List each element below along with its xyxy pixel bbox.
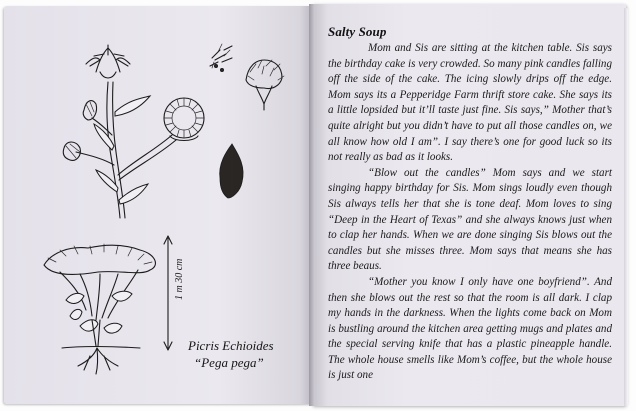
caption-scientific-name: Picris Echioides [188,338,274,353]
flowering-stem-drawing [63,45,204,218]
story-title: Salty Soup [328,24,387,39]
illustration-caption [188,337,298,371]
whole-plant-drawing [44,244,155,374]
seed-pod-drawing [220,144,243,198]
story-paragraph: “Mother you know I only have one boyfriend”. And then she blows out the rest so that the room is all dark. I clap my hands in the darkness. When the lights come back on Mom is bustling around the kitchen area getting mugs and plates and the special serving knife that has a plastic pineapple handle. The whole house smells like Mom’s coffee, but the whole house is just one [328,275,612,382]
story-paragraph: “Blow out the candles” Mom says and we start singing happy birthday for Sis. Mom sings loudly even though Sis always tells her that she is tone deaf. Mom loves to sing “Deep in the Heart of Texas” and she always knows just when to clap her hands. When we are done singing Sis blows out the candles but she misses three. Mom says that means she has three beaus. [328,166,612,273]
scale-arrow [164,236,172,350]
story-body [328,41,612,384]
seed-drawings [210,44,232,72]
story-paragraph: Mom and Sis are sitting at the kitchen table. Sis says the birthday cake is very crowded. So many pink candles falling off the side of the cake. The icing slowly drips off the edge. Mom says its a Pepperidge Farm thrift store cake. She says its a little lopsided but it’ll taste just fine. Sis says,” Mother that’s quite alright but you didn’t have to put all those candles on, we all know how old I am”. I say there’s one for good luck so its not really as bad as it looks. [328,42,612,164]
seed-head-drawing [246,60,284,110]
scale-label: 1 m 30 cm [174,258,185,300]
caption-common-name: “Pega pega” [194,355,264,370]
